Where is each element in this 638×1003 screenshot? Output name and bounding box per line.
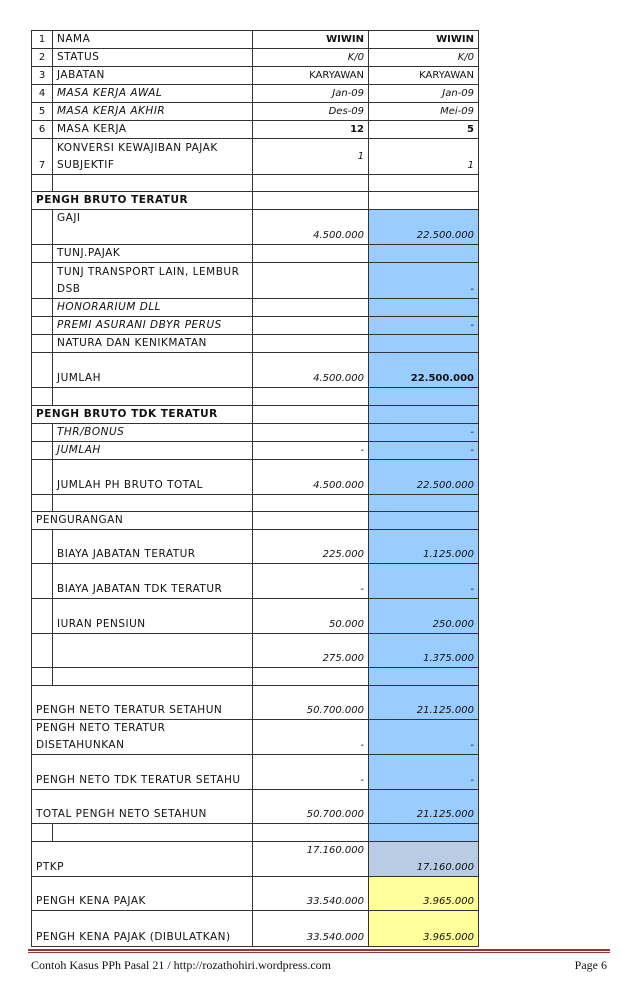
indent-cell bbox=[32, 442, 53, 460]
row-label: THR/BONUS bbox=[53, 424, 253, 442]
value-cell: 21.125.000 bbox=[369, 790, 479, 824]
empty-cell bbox=[253, 668, 369, 686]
value-cell: 5 bbox=[369, 121, 479, 139]
value-cell: - bbox=[253, 755, 369, 790]
value-cell: K/0 bbox=[253, 49, 369, 67]
row-number: 3 bbox=[32, 67, 53, 85]
row-label: BIAYA JABATAN TERATUR bbox=[53, 530, 253, 564]
footer-source: Contoh Kasus PPh Pasal 21 / http://rozathohiri.wordpress.com bbox=[31, 958, 331, 972]
table-body bbox=[32, 31, 479, 947]
value-cell: 22.500.000 bbox=[369, 460, 479, 495]
row-number: 6 bbox=[32, 121, 53, 139]
row-label: GAJI bbox=[53, 210, 253, 245]
row-label: JUMLAH PH BRUTO TOTAL bbox=[53, 460, 253, 495]
empty-cell bbox=[253, 495, 369, 512]
table-row bbox=[32, 842, 479, 877]
empty-cell bbox=[32, 824, 53, 842]
table-row bbox=[32, 668, 479, 686]
value-cell: - bbox=[369, 424, 479, 442]
value-cell bbox=[253, 263, 369, 299]
indent-cell bbox=[32, 317, 53, 335]
value-cell: 225.000 bbox=[253, 530, 369, 564]
value-cell: KARYAWAN bbox=[369, 67, 479, 85]
row-label: MASA KERJA AWAL bbox=[53, 85, 253, 103]
table-row bbox=[32, 175, 479, 192]
value-cell: - bbox=[253, 720, 369, 755]
table-row bbox=[32, 210, 479, 245]
table-row bbox=[32, 121, 479, 139]
value-cell: - bbox=[253, 442, 369, 460]
section-heading: PENGH BRUTO TDK TERATUR bbox=[32, 406, 253, 424]
empty-cell bbox=[53, 495, 253, 512]
table-row bbox=[32, 790, 479, 824]
section-heading: PENGH BRUTO TERATUR bbox=[32, 192, 253, 210]
value-cell bbox=[253, 335, 369, 353]
value-cell: 22.500.000 bbox=[369, 210, 479, 245]
value-cell: 22.500.000 bbox=[369, 353, 479, 388]
footer-divider bbox=[28, 949, 610, 951]
value-cell: 50.000 bbox=[253, 599, 369, 634]
indent-cell bbox=[32, 564, 53, 599]
table-row bbox=[32, 85, 479, 103]
row-number: 4 bbox=[32, 85, 53, 103]
value-cell: - bbox=[369, 317, 479, 335]
table-row bbox=[32, 564, 479, 599]
value-cell: - bbox=[369, 755, 479, 790]
value-cell bbox=[253, 192, 369, 210]
value-cell: 3.965.000 bbox=[369, 877, 479, 911]
table-row bbox=[32, 634, 479, 668]
table-row bbox=[32, 442, 479, 460]
value-cell: - bbox=[369, 720, 479, 755]
table-row bbox=[32, 139, 479, 175]
row-label: PENGH NETO TDK TERATUR SETAHU bbox=[32, 755, 253, 790]
value-cell: KARYAWAN bbox=[253, 67, 369, 85]
empty-cell bbox=[369, 175, 479, 192]
value-cell: 3.965.000 bbox=[369, 911, 479, 947]
empty-cell bbox=[53, 175, 253, 192]
table-row bbox=[32, 299, 479, 317]
row-label: JUMLAH bbox=[53, 353, 253, 388]
value-cell: 1.125.000 bbox=[369, 530, 479, 564]
value-cell: 21.125.000 bbox=[369, 686, 479, 720]
value-cell: 4.500.000 bbox=[253, 460, 369, 495]
row-label: PREMI ASURANI DBYR PERUS bbox=[53, 317, 253, 335]
row-label: IURAN PENSIUN bbox=[53, 599, 253, 634]
value-cell: Mei-09 bbox=[369, 103, 479, 121]
value-cell: Jan-09 bbox=[253, 85, 369, 103]
empty-cell bbox=[53, 668, 253, 686]
row-label: PENGH NETO TERATUR DISETAHUNKAN bbox=[32, 720, 253, 755]
table-row bbox=[32, 877, 479, 911]
table-row bbox=[32, 911, 479, 947]
indent-cell bbox=[32, 245, 53, 263]
value-cell bbox=[253, 245, 369, 263]
value-cell: - bbox=[369, 263, 479, 299]
table-row bbox=[32, 460, 479, 495]
empty-cell bbox=[369, 495, 479, 512]
row-label: MASA KERJA AKHIR bbox=[53, 103, 253, 121]
table-row bbox=[32, 530, 479, 564]
value-cell bbox=[369, 512, 479, 530]
row-label bbox=[53, 634, 253, 668]
empty-cell bbox=[32, 175, 53, 192]
row-number: 7 bbox=[32, 139, 53, 175]
table-row bbox=[32, 335, 479, 353]
table-row bbox=[32, 245, 479, 263]
empty-cell bbox=[369, 668, 479, 686]
value-cell bbox=[369, 299, 479, 317]
table-row bbox=[32, 317, 479, 335]
row-label: PENGH NETO TERATUR SETAHUN bbox=[32, 686, 253, 720]
value-cell: - bbox=[253, 564, 369, 599]
table-row bbox=[32, 67, 479, 85]
value-cell: 1 bbox=[253, 139, 369, 175]
value-cell: 4.500.000 bbox=[253, 353, 369, 388]
indent-cell bbox=[32, 299, 53, 317]
indent-cell bbox=[32, 460, 53, 495]
row-number: 1 bbox=[32, 31, 53, 49]
table-row bbox=[32, 512, 479, 530]
indent-cell bbox=[32, 353, 53, 388]
indent-cell bbox=[32, 599, 53, 634]
table-row bbox=[32, 103, 479, 121]
value-cell bbox=[253, 299, 369, 317]
row-label: STATUS bbox=[53, 49, 253, 67]
row-label: JABATAN bbox=[53, 67, 253, 85]
table-row bbox=[32, 824, 479, 842]
value-cell: WIWIN bbox=[253, 31, 369, 49]
empty-cell bbox=[32, 388, 53, 406]
row-label: HONORARIUM DLL bbox=[53, 299, 253, 317]
value-cell bbox=[253, 406, 369, 424]
value-cell bbox=[369, 335, 479, 353]
row-label: BIAYA JABATAN TDK TERATUR bbox=[53, 564, 253, 599]
empty-cell bbox=[253, 175, 369, 192]
row-label: PENGURANGAN bbox=[32, 512, 253, 530]
empty-cell bbox=[253, 824, 369, 842]
row-label: JUMLAH bbox=[53, 442, 253, 460]
value-cell: 250.000 bbox=[369, 599, 479, 634]
row-label: MASA KERJA bbox=[53, 121, 253, 139]
row-label: PENGH KENA PAJAK (DIBULATKAN) bbox=[32, 911, 253, 947]
value-cell: - bbox=[369, 564, 479, 599]
value-cell bbox=[253, 317, 369, 335]
value-cell: 4.500.000 bbox=[253, 210, 369, 245]
indent-cell bbox=[32, 335, 53, 353]
table-row bbox=[32, 388, 479, 406]
value-cell: 275.000 bbox=[253, 634, 369, 668]
value-cell bbox=[369, 245, 479, 263]
empty-cell bbox=[32, 668, 53, 686]
empty-cell bbox=[369, 388, 479, 406]
value-cell: 17.160.000 bbox=[253, 842, 369, 877]
table-row bbox=[32, 406, 479, 424]
row-label: PTKP bbox=[32, 842, 253, 877]
row-label: NATURA DAN KENIKMATAN bbox=[53, 335, 253, 353]
indent-cell bbox=[32, 263, 53, 299]
value-cell: WIWIN bbox=[369, 31, 479, 49]
value-cell: 1.375.000 bbox=[369, 634, 479, 668]
empty-cell bbox=[53, 388, 253, 406]
value-cell: 17.160.000 bbox=[369, 842, 479, 877]
empty-cell bbox=[253, 388, 369, 406]
empty-cell bbox=[369, 824, 479, 842]
table-row bbox=[32, 49, 479, 67]
footer-divider-thin bbox=[28, 952, 610, 953]
table-row bbox=[32, 31, 479, 49]
row-label: KONVERSI KEWAJIBAN PAJAK SUBJEKTIF bbox=[53, 139, 253, 175]
indent-cell bbox=[32, 530, 53, 564]
empty-cell bbox=[32, 495, 53, 512]
indent-cell bbox=[32, 634, 53, 668]
row-label: TOTAL PENGH NETO SETAHUN bbox=[32, 790, 253, 824]
table-row bbox=[32, 599, 479, 634]
table-row bbox=[32, 755, 479, 790]
indent-cell bbox=[32, 424, 53, 442]
page-number: Page 6 bbox=[574, 958, 607, 972]
indent-cell bbox=[32, 210, 53, 245]
table-row bbox=[32, 192, 479, 210]
row-label: PENGH KENA PAJAK bbox=[32, 877, 253, 911]
value-cell: Des-09 bbox=[253, 103, 369, 121]
row-label: TUNJ.PAJAK bbox=[53, 245, 253, 263]
table-row bbox=[32, 263, 479, 299]
value-cell: 50.700.000 bbox=[253, 790, 369, 824]
row-label: TUNJ TRANSPORT LAIN, LEMBUR DSB bbox=[53, 263, 253, 299]
row-number: 5 bbox=[32, 103, 53, 121]
value-cell: Jan-09 bbox=[369, 85, 479, 103]
table-row bbox=[32, 720, 479, 755]
table-row bbox=[32, 495, 479, 512]
value-cell: 1 bbox=[369, 139, 479, 175]
value-cell bbox=[253, 424, 369, 442]
value-cell: 33.540.000 bbox=[253, 911, 369, 947]
value-cell: K/0 bbox=[369, 49, 479, 67]
value-cell: - bbox=[369, 442, 479, 460]
row-label: NAMA bbox=[53, 31, 253, 49]
table-row bbox=[32, 424, 479, 442]
empty-cell bbox=[53, 824, 253, 842]
tax-calculation-table bbox=[31, 30, 479, 947]
value-cell: 12 bbox=[253, 121, 369, 139]
value-cell bbox=[369, 192, 479, 210]
table-row bbox=[32, 686, 479, 720]
value-cell bbox=[253, 512, 369, 530]
value-cell bbox=[369, 406, 479, 424]
value-cell: 50.700.000 bbox=[253, 686, 369, 720]
table-row bbox=[32, 353, 479, 388]
row-number: 2 bbox=[32, 49, 53, 67]
value-cell: 33.540.000 bbox=[253, 877, 369, 911]
